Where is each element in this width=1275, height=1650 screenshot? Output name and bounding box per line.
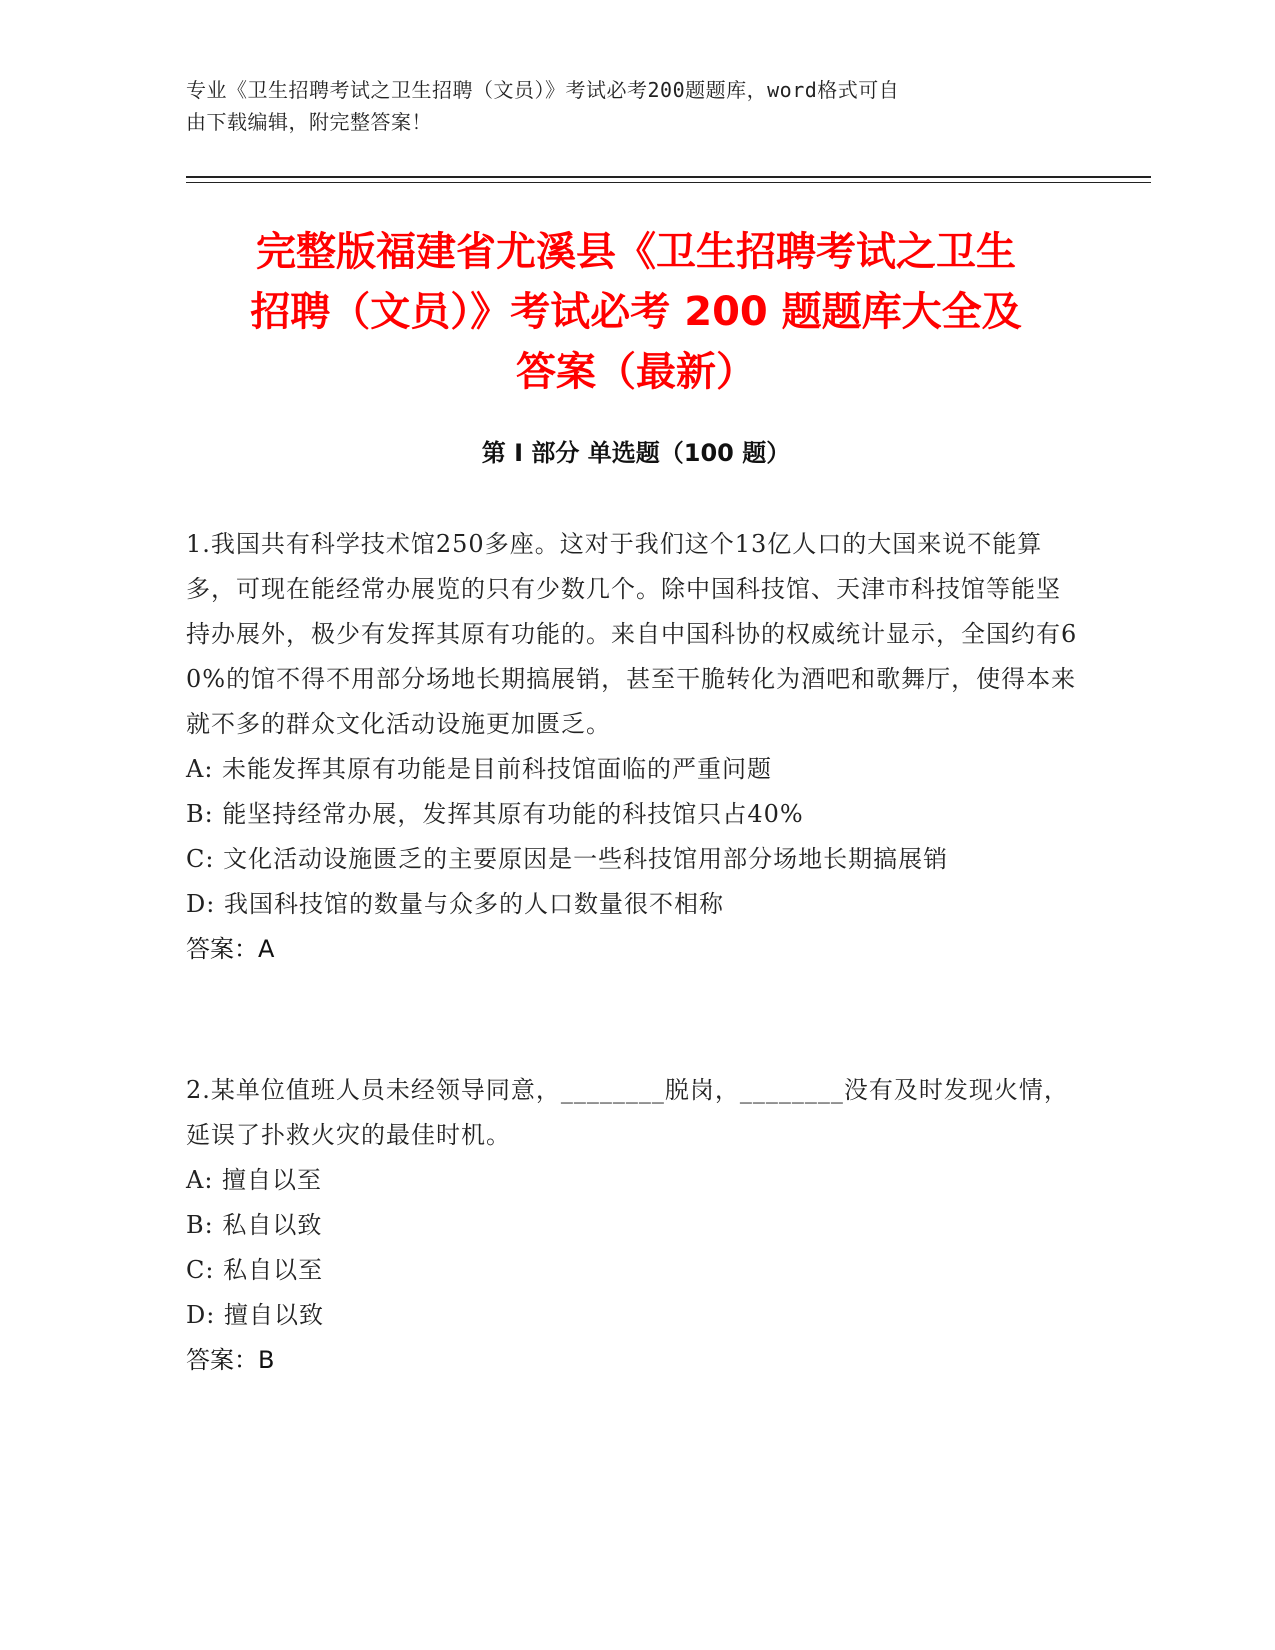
option-d: D: 擅自以致 [186, 1301, 324, 1329]
header-note-line-1: 专业《卫生招聘考试之卫生招聘（文员）》考试必考200题题库，word格式可自 [186, 78, 900, 102]
option-d: D: 我国科技馆的数量与众多的人口数量很不相称 [186, 890, 724, 918]
header-note [186, 74, 1086, 138]
document-title-line-1: 完整版福建省尤溪县《卫生招聘考试之卫生 [256, 229, 1016, 275]
document-title-line-3: 答案（最新） [516, 349, 756, 395]
question-stem: 2.某单位值班人员未经领导同意，________脱岗，________没有及时发现火情，延误了扑救火灾的最佳时机。 [186, 1076, 1069, 1149]
option-b: B: 能坚持经常办展，发挥其原有功能的科技馆只占40% [186, 800, 804, 828]
header-note-line-2: 由下载编辑，附完整答案！ [186, 110, 432, 134]
option-c: C: 私自以至 [186, 1256, 324, 1284]
document-title-line-2: 招聘（文员）》考试必考 200 题题库大全及 [250, 289, 1022, 335]
answer-line: 答案：A [186, 935, 275, 963]
option-a: A: 未能发挥其原有功能是目前科技馆面临的严重问题 [186, 755, 773, 783]
section-heading: 第 I 部分 单选题（100 题） [481, 439, 791, 467]
option-b: B: 私自以致 [186, 1211, 323, 1239]
answer-line: 答案：B [186, 1346, 275, 1374]
question-1 [186, 522, 1081, 972]
header-divider-thick [186, 176, 1151, 178]
option-c: C: 文化活动设施匮乏的主要原因是一些科技馆用部分场地长期搞展销 [186, 845, 949, 873]
question-stem: 1.我国共有科学技术馆250多座。这对于我们这个13亿人口的大国来说不能算多，可现在能经常办展览的只有少数几个。除中国科技馆、天津市科技馆等能坚持办展外，极少有发挥其原有功能的。来自中国科协的权威统计显示，全国约有60%的馆不得不用部分场地长期搞展销，甚至干脆转化为酒吧和歌舞厅，使得本来就不多的群众文化活动设施更加匮乏。 [186, 530, 1078, 738]
document-title [186, 222, 1086, 402]
header-divider-thin [186, 182, 1151, 183]
question-2 [186, 1068, 1081, 1383]
option-a: A: 擅自以至 [186, 1166, 323, 1194]
